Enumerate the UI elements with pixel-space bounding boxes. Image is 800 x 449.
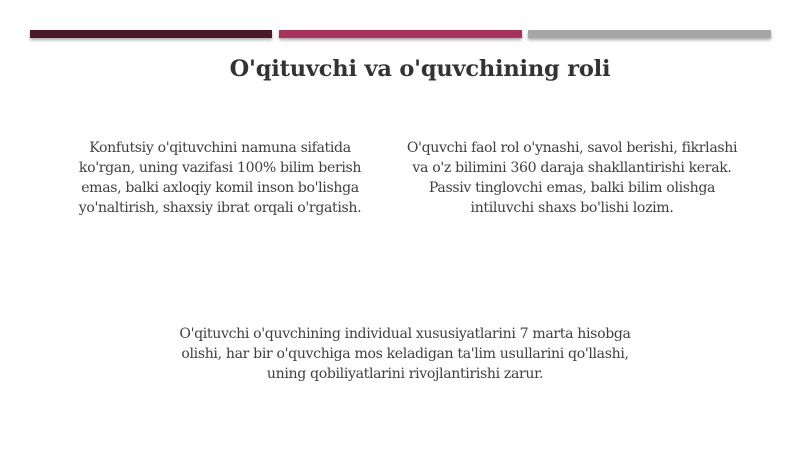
bottom-text-line: O'qituvchi o'quvchining individual xususiyatlarini 7 marta hisobga <box>179 326 631 342</box>
right-text-block <box>402 138 742 218</box>
slide-title: O'qituvchi va o'quvchining roli <box>229 56 611 82</box>
left-text-block <box>50 138 390 218</box>
left-text-line: Konfutsiy o'qituvchini namuna sifatida <box>89 140 351 156</box>
right-text-line: O'quvchi faol rol o'ynashi, savol berishi, fikrlashi <box>406 140 738 156</box>
left-text-line: emas, balki axloqiy komil inson bo'lishga <box>81 180 359 196</box>
left-text-line: yo'naltirish, shaxsiy ibrat orqali o'rgatish. <box>78 200 362 216</box>
right-text-line: Passiv tinglovchi emas, balki bilim olishga <box>428 180 716 196</box>
bottom-text-line: uning qobiliyatlarini rivojlantirishi zarur. <box>266 366 544 382</box>
accent-bar-right <box>528 30 771 38</box>
accent-bar-middle <box>279 30 522 38</box>
bottom-text-block <box>150 324 660 384</box>
right-text-line: intiluvchi shaxs bo'lishi lozim. <box>470 200 674 216</box>
accent-bar-left <box>30 30 272 38</box>
right-text-line: va o'z bilimini 360 daraja shakllantirishi kerak. <box>412 160 732 176</box>
left-text-line: ko'rgan, uning vazifasi 100% bilim berish <box>78 160 362 176</box>
bottom-text-line: olishi, har bir o'quvchiga mos keladigan ta'lim usullarini qo'llashi, <box>181 346 629 362</box>
